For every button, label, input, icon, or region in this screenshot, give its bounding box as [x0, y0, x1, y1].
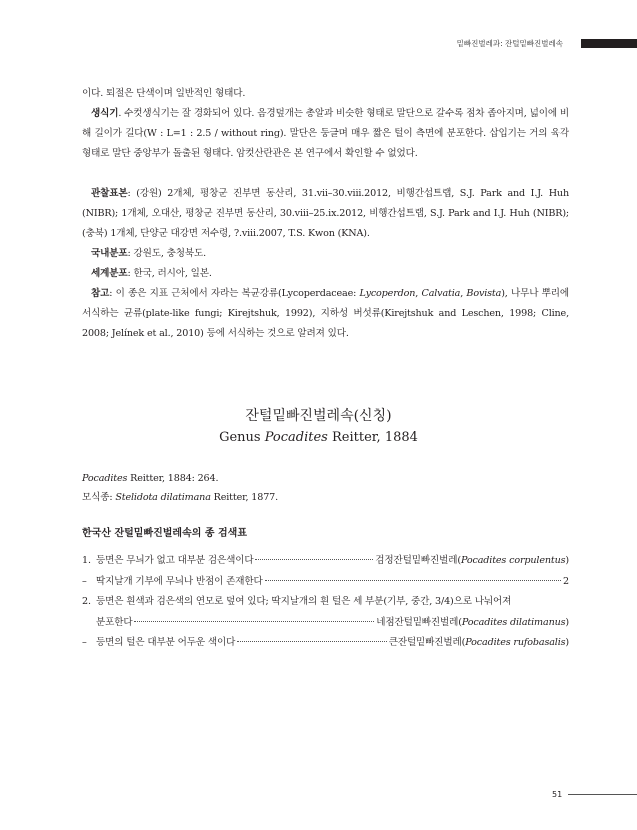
domestic-label: 국내분포: [91, 248, 128, 259]
world-label: 세계분포: [91, 268, 128, 279]
reference-paragraph: [82, 284, 569, 344]
intro-text: 이다. 퇴절은 단색이며 일반적인 형태다.: [82, 88, 246, 99]
reference-text-1: : 이 종은 지표 근처에서 자라는 복균강류(Lycoperdaceae:: [109, 288, 360, 299]
world-text: : 한국, 러시아, 일본.: [127, 268, 212, 279]
key-row-number: 2.: [82, 596, 91, 607]
running-header-title: 밑빠진벌레과: 잔털밑빠진벌레속: [456, 39, 563, 48]
genitalia-label: 생식기: [91, 108, 119, 119]
domestic-distribution: [82, 244, 569, 264]
key-row: [82, 592, 569, 613]
type-species-label: 모식종:: [82, 492, 116, 503]
reference-sep-2: ,: [460, 288, 467, 299]
page-number: 51: [552, 790, 563, 799]
reference-label: 참고: [91, 288, 110, 299]
key-dot-leader: [134, 621, 374, 622]
key-row-number: –: [82, 575, 87, 587]
genitalia-paragraph: [82, 104, 569, 164]
key-row: [82, 551, 569, 572]
type-species-name: Stelidota dilatimana: [115, 492, 211, 503]
genus-lycoperdon: Lycoperdon: [359, 288, 416, 299]
key-result-latin: Pocadites dilatimanus: [461, 616, 566, 628]
key-result-korean: 검정잔털밑빠진벌레(: [375, 555, 461, 566]
key-row-number: –: [82, 637, 87, 648]
genus-prefix: Genus: [219, 430, 265, 445]
page-footer: [0, 789, 637, 801]
key-row-number: 1.: [82, 555, 91, 566]
key-row-text: 등면은 무늬가 없고 대부분 검은색이다: [96, 555, 254, 566]
key-dot-leader: [237, 641, 386, 642]
reference-text-2: ), 나무나 뿌리에 서식하는 균류(plate-like fungi; Kirejtshuk, 1992), 지하성 버섯류(Kirejtshuk and Leschen, 1998; Cline, 2008; Jelínek et al., 2010) 등에 서식하는 것으로 알려져 있다.: [82, 288, 569, 339]
type-species-author: Reitter, 1877.: [210, 492, 279, 503]
reference-sep-1: ,: [415, 288, 422, 299]
type-species: [82, 488, 569, 507]
species-description: [82, 84, 569, 344]
key-result-end: ): [565, 637, 569, 648]
genus-korean-title: 잔털밑빠진벌레속(신칭): [245, 408, 392, 424]
key-row-result: [376, 613, 569, 634]
genitalia-text: . 수컷생식기는 잘 경화되어 있다. 음경덮개는 총알과 비슷한 형태로 말단으로 갈수록 점차 좁아지며, 넓이에 비해 길이가 길다(W : L=1 : 2.5 / without ring). 말단은 둥글며 매우 짧은 털이 측면에 분포한다. 삽입기는 거의 육각형태로 말단 중앙부가 돌출된 형태다. 암컷산란관은 본 연구에서 확인할 수 없었다.: [82, 108, 569, 159]
identification-key: [82, 551, 569, 654]
key-title: 한국산 잔털밑빠진벌레속의 종 검색표: [82, 528, 248, 539]
key-row: [82, 633, 569, 654]
key-result-latin: Pocadites corpulentus: [460, 555, 566, 566]
specimens-text: : (강원) 2개체, 평창군 진부면 동산리, 31.vii–30.viii.2012, 비행간섭트랩, S.J. Park and I.J. Huh (NIBR); 1개체, 오대산, 평창군 진부면 동산리, 30.viii–25.ix.2012, 비행간섭트랩, S.J. Park and I.J. Huh (NIBR); (충북) 1개체, 단양군 대강면 저수령, ?.viii.2007, T.S. Kwon (KNA).: [82, 188, 569, 239]
key-row-result: [389, 633, 569, 654]
running-header: [0, 38, 637, 50]
key-result-end: ): [565, 555, 569, 566]
genus-latin-title: [0, 428, 637, 448]
key-result-korean: 네점잔털밑빠진벌레(: [376, 616, 462, 628]
specimens-label: 관찰표본: [91, 188, 128, 199]
genus-bovista: Bovista: [466, 288, 502, 299]
citation-genus-name: Pocadites: [82, 473, 128, 484]
key-dot-leader: [255, 559, 373, 560]
key-row-text: 딱지날개 기부에 무늬나 반점이 존재한다: [96, 575, 263, 587]
key-result-end: ): [565, 616, 569, 628]
genus-citation: [82, 469, 569, 488]
key-row: [82, 613, 569, 634]
synonymy-block: [82, 469, 569, 507]
key-row-text: 등면은 흰색과 검은색의 연모로 덮여 있다; 딱지날개의 흰 털은 세 부분(기부, 중간, 3/4)으로 나눠어져: [96, 596, 512, 607]
specimens-paragraph: [82, 184, 569, 244]
footer-rule: [568, 794, 637, 795]
genus-name: Pocadites: [264, 430, 328, 445]
header-bar-decoration: [581, 39, 637, 48]
key-dot-leader: [265, 580, 561, 581]
key-row-result: [375, 551, 569, 572]
key-row-text: 등면의 털은 대부분 어두운 색이다: [96, 637, 236, 648]
genus-author: Reitter, 1884: [327, 430, 418, 445]
genus-calvatia: Calvatia: [421, 288, 461, 299]
key-row-result: 2: [563, 575, 569, 587]
key-row: [82, 572, 569, 593]
citation-text: Reitter, 1884: 264.: [127, 473, 219, 484]
key-result-korean: 큰잔털밑빠진벌레(: [388, 637, 466, 648]
key-row-text: 분포한다: [96, 616, 133, 628]
domestic-text: : 강원도, 충청북도.: [127, 248, 206, 259]
world-distribution: [82, 264, 569, 284]
key-result-latin: Pocadites rufobasalis: [465, 637, 566, 648]
